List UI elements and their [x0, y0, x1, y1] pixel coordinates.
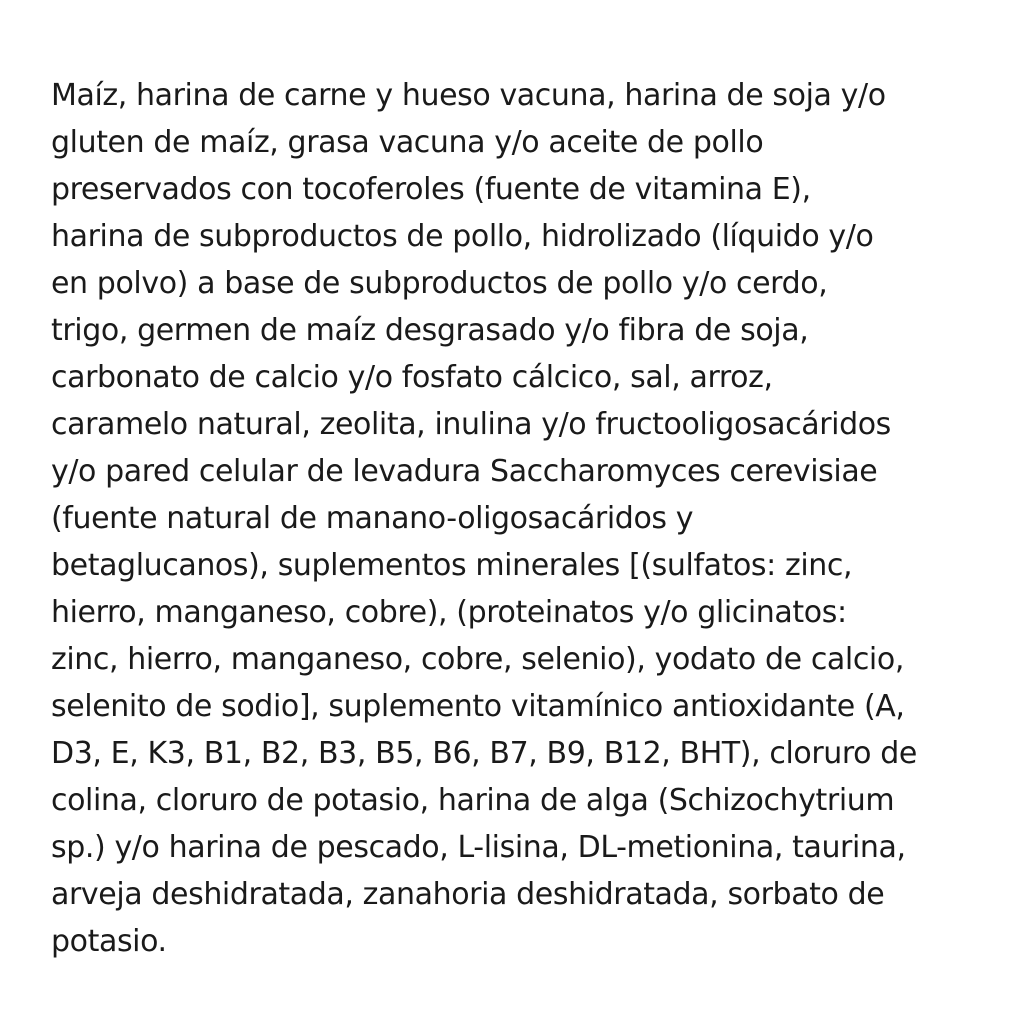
text-line: D3, E, K3, B1, B2, B3, B5, B6, B7, B9, B12, BHT), cloruro de: [51, 736, 917, 771]
text-line: trigo, germen de maíz desgrasado y/o fibra de soja,: [51, 313, 809, 348]
text-line: zinc, hierro, manganeso, cobre, selenio), yodato de calcio,: [51, 642, 904, 677]
text-line: preservados con tocoferoles (fuente de vitamina E),: [51, 172, 811, 207]
text-line: harina de subproductos de pollo, hidrolizado (líquido y/o: [51, 219, 874, 254]
text-line: betaglucanos), suplementos minerales [(sulfatos: zinc,: [51, 548, 853, 583]
text-line: caramelo natural, zeolita, inulina y/o fructooligosacáridos: [51, 407, 891, 442]
text-line: potasio.: [51, 924, 167, 959]
text-line: selenito de sodio], suplemento vitamínico antioxidante (A,: [51, 689, 905, 724]
text-line: Maíz, harina de carne y hueso vacuna, harina de soja y/o: [51, 78, 886, 113]
text-line: carbonato de calcio y/o fosfato cálcico, sal, arroz,: [51, 360, 773, 395]
ingredients-paragraph: [51, 72, 991, 965]
text-line: (fuente natural de manano-oligosacáridos y: [51, 501, 694, 536]
text-line: gluten de maíz, grasa vacuna y/o aceite de pollo: [51, 125, 764, 160]
text-line: arveja deshidratada, zanahoria deshidratada, sorbato de: [51, 877, 885, 912]
text-line: en polvo) a base de subproductos de pollo y/o cerdo,: [51, 266, 828, 301]
text-line: sp.) y/o harina de pescado, L-lisina, DL-metionina, taurina,: [51, 830, 906, 865]
text-line: y/o pared celular de levadura Saccharomyces cerevisiae: [51, 454, 878, 489]
text-line: hierro, manganeso, cobre), (proteinatos y/o glicinatos:: [51, 595, 847, 630]
text-line: colina, cloruro de potasio, harina de alga (Schizochytrium: [51, 783, 895, 818]
